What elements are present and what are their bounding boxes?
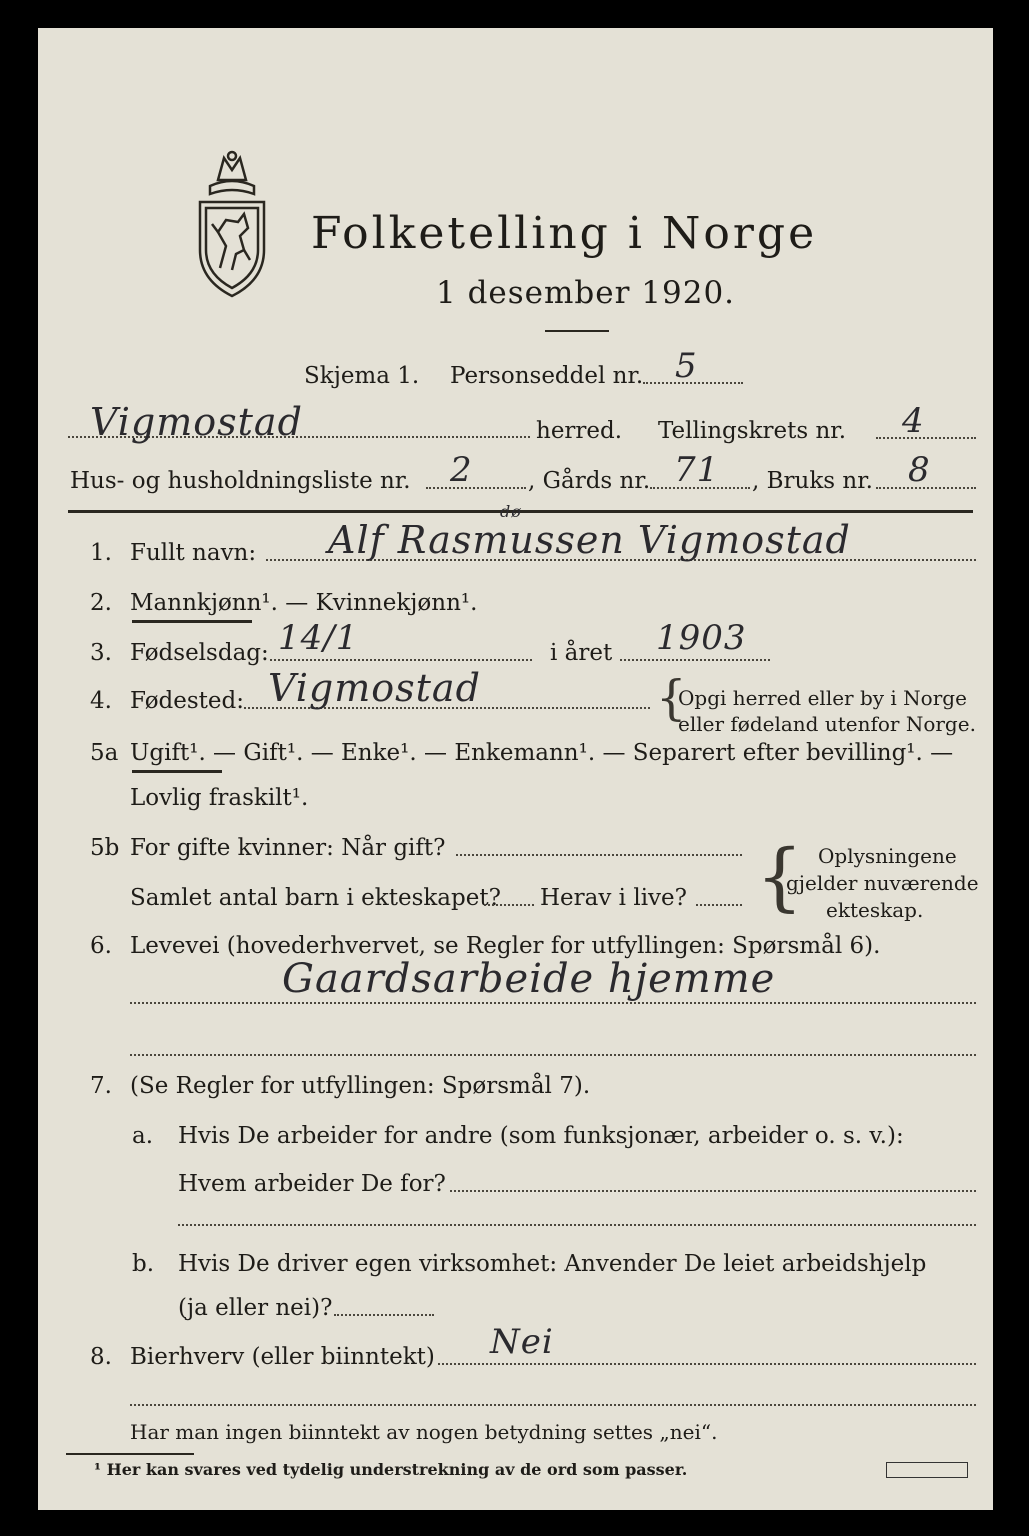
- form-title: Folketelling i Norge: [311, 208, 818, 259]
- q8-note: Har man ingen biinntekt av nogen betydning settes „nei“.: [130, 1420, 718, 1444]
- q5b-label-line-1: For gifte kvinner: Når gift?: [130, 835, 446, 861]
- q6-value[interactable]: Gaardsarbeide hjemme: [282, 956, 776, 1002]
- q5b-note-brace: {: [756, 834, 804, 920]
- q4-label: Fødested:: [130, 688, 245, 714]
- gards-value[interactable]: 71: [674, 450, 720, 490]
- q5b-note-line-3: ekteskap.: [826, 898, 924, 922]
- q6-number: 6.: [90, 933, 112, 959]
- q5b-number: 5b: [90, 835, 120, 861]
- q1-label: Fullt navn:: [130, 540, 257, 566]
- q3-label: Fødselsdag:: [130, 640, 269, 666]
- herred-label: herred.: [536, 418, 623, 444]
- q3-value[interactable]: 14/1: [278, 618, 359, 658]
- form-date: 1 desember 1920.: [436, 275, 736, 311]
- q8-label: Bierhverv (eller biinntekt): [130, 1344, 435, 1370]
- q6-label: Levevei (hovederhvervet, se Regler for utfyllingen: Spørsmål 6).: [130, 933, 881, 959]
- q7b-field-line: [334, 1314, 434, 1316]
- q7a-label: Hvis De arbeider for andre (som funksjonær, arbeider o. s. v.):: [178, 1123, 904, 1149]
- gards-label: , Gårds nr.: [528, 468, 651, 494]
- q3-year-label: i året: [550, 640, 613, 666]
- q7b-letter: b.: [132, 1251, 155, 1277]
- personseddel-label: Personseddel nr.: [450, 363, 644, 389]
- q6-field-line-1: [130, 1002, 976, 1004]
- tellingskrets-value[interactable]: 4: [902, 401, 925, 441]
- q5b-label-line-3: Herav i live?: [540, 885, 687, 911]
- q6-field-line-2: [130, 1054, 976, 1056]
- hus-field-line: [426, 487, 526, 489]
- q2-number: 2.: [90, 590, 112, 616]
- hus-label: Hus- og husholdningsliste nr.: [70, 468, 411, 494]
- printer-stamp: [886, 1462, 968, 1478]
- hus-value[interactable]: 2: [450, 450, 473, 490]
- q5b-children-field-line: [484, 904, 534, 906]
- footnote-rule: [66, 1453, 194, 1455]
- q4-note-brace: {: [656, 670, 687, 726]
- coat-of-arms-icon: [188, 150, 276, 300]
- q5b-married-field-line: [456, 854, 742, 856]
- q3-year-field-line: [620, 659, 770, 661]
- q8-field-line-2: [130, 1404, 976, 1406]
- q5a-underline-ugift: [132, 770, 222, 773]
- q5b-label-line-2: Samlet antal barn i ekteskapet?: [130, 885, 501, 911]
- q7-label: (Se Regler for utfyllingen: Spørsmål 7).: [130, 1073, 591, 1099]
- q3-year-value[interactable]: 1903: [656, 618, 747, 658]
- herred-value[interactable]: Vigmostad: [90, 400, 303, 444]
- q1-number: 1.: [90, 540, 112, 566]
- census-form-page: [38, 28, 993, 1510]
- q5a-label: Ugift¹. — Gift¹. — Enke¹. — Enkemann¹. — Separert efter bevilling¹. —: [130, 740, 954, 766]
- footnote: ¹ Her kan svares ved tydelig understrekning av de ord som passer.: [94, 1460, 688, 1479]
- q4-value[interactable]: Vigmostad: [268, 666, 481, 710]
- tellingskrets-field-line: [876, 437, 976, 439]
- q2-label: Mannkjønn¹. — Kvinnekjønn¹.: [130, 590, 478, 616]
- q5b-note-line-2: gjelder nuværende: [786, 871, 979, 895]
- q1-correction: dø: [500, 502, 522, 521]
- q7b-label-line-2: (ja eller nei)?: [178, 1295, 333, 1321]
- q3-number: 3.: [90, 640, 112, 666]
- q5b-note-line-1: Oplysningene: [818, 844, 957, 868]
- q5a-label-line-2: Lovlig fraskilt¹.: [130, 785, 309, 811]
- q7b-label: Hvis De driver egen virksomhet: Anvender De leiet arbeidshjelp: [178, 1251, 927, 1277]
- q3-field-line: [270, 659, 532, 661]
- q8-number: 8.: [90, 1344, 112, 1370]
- title-rule: [545, 330, 609, 332]
- bruks-value[interactable]: 8: [908, 450, 931, 490]
- q2-underline-mannkjonn: [132, 620, 252, 623]
- q8-value[interactable]: Nei: [490, 1322, 554, 1362]
- q7a-label-line-2: Hvem arbeider De for?: [178, 1171, 446, 1197]
- q7a-field-line-2: [178, 1224, 976, 1226]
- schema-label: Skjema 1.: [304, 363, 420, 389]
- q4-number: 4.: [90, 688, 112, 714]
- q5a-number: 5a: [90, 740, 119, 766]
- q5b-alive-field-line: [696, 904, 742, 906]
- q7a-letter: a.: [132, 1123, 154, 1149]
- q8-field-line-1: [438, 1363, 976, 1365]
- personseddel-value[interactable]: 5: [675, 346, 698, 386]
- q4-note-line-2: eller fødeland utenfor Norge.: [678, 712, 976, 736]
- q7a-field-line-1: [450, 1190, 976, 1192]
- bruks-label: , Bruks nr.: [752, 468, 873, 494]
- tellingskrets-label: Tellingskrets nr.: [658, 418, 847, 444]
- q4-note-line-1: Opgi herred eller by i Norge: [678, 686, 967, 710]
- q1-value[interactable]: Alf Rasmussen Vigmostad: [328, 518, 851, 562]
- q7-number: 7.: [90, 1073, 112, 1099]
